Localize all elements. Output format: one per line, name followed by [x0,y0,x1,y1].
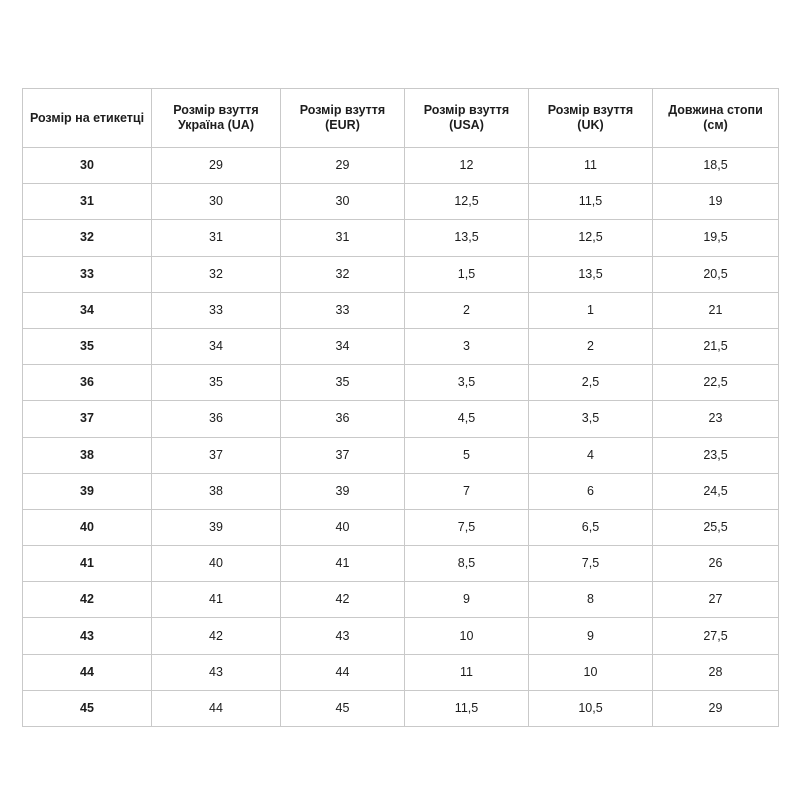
cell-eur-size: 43 [281,618,405,654]
cell-foot-length: 19 [653,184,779,220]
cell-eur-size: 41 [281,546,405,582]
cell-foot-length: 23 [653,401,779,437]
table-row [23,582,779,618]
cell-label-size: 44 [23,654,152,690]
cell-ua-size: 34 [152,328,281,364]
cell-foot-length: 27,5 [653,618,779,654]
cell-ua-size: 44 [152,690,281,726]
column-header-ua-size: Розмір взуття Україна (UA) [152,89,281,148]
table-row [23,220,779,256]
shoe-size-table [22,88,779,727]
cell-foot-length: 20,5 [653,256,779,292]
cell-foot-length: 25,5 [653,509,779,545]
cell-ua-size: 36 [152,401,281,437]
table-row [23,473,779,509]
cell-uk-size: 10 [529,654,653,690]
table-row [23,328,779,364]
cell-usa-size: 3,5 [405,365,529,401]
cell-usa-size: 7 [405,473,529,509]
header-row [23,89,779,148]
column-header-label-size: Розмір на етикетці [23,89,152,148]
table-header [23,89,779,148]
cell-eur-size: 40 [281,509,405,545]
cell-label-size: 36 [23,365,152,401]
table-row [23,690,779,726]
cell-usa-size: 13,5 [405,220,529,256]
cell-eur-size: 35 [281,365,405,401]
table-row [23,546,779,582]
cell-usa-size: 9 [405,582,529,618]
table-row [23,292,779,328]
cell-ua-size: 40 [152,546,281,582]
cell-foot-length: 28 [653,654,779,690]
cell-usa-size: 8,5 [405,546,529,582]
cell-uk-size: 4 [529,437,653,473]
cell-usa-size: 10 [405,618,529,654]
table-row [23,618,779,654]
cell-ua-size: 38 [152,473,281,509]
size-chart-container [22,88,778,727]
cell-foot-length: 23,5 [653,437,779,473]
cell-eur-size: 39 [281,473,405,509]
cell-usa-size: 11,5 [405,690,529,726]
cell-eur-size: 31 [281,220,405,256]
cell-eur-size: 32 [281,256,405,292]
cell-label-size: 32 [23,220,152,256]
column-header-eur-size: Розмір взуття (EUR) [281,89,405,148]
cell-foot-length: 26 [653,546,779,582]
cell-ua-size: 32 [152,256,281,292]
cell-ua-size: 37 [152,437,281,473]
table-row [23,401,779,437]
cell-eur-size: 34 [281,328,405,364]
cell-usa-size: 3 [405,328,529,364]
cell-uk-size: 12,5 [529,220,653,256]
cell-ua-size: 31 [152,220,281,256]
cell-eur-size: 42 [281,582,405,618]
cell-label-size: 35 [23,328,152,364]
column-header-usa-size: Розмір взуття (USA) [405,89,529,148]
cell-foot-length: 21 [653,292,779,328]
cell-label-size: 39 [23,473,152,509]
cell-label-size: 43 [23,618,152,654]
cell-uk-size: 2,5 [529,365,653,401]
table-row [23,148,779,184]
table-row [23,256,779,292]
table-row [23,437,779,473]
cell-usa-size: 11 [405,654,529,690]
cell-ua-size: 39 [152,509,281,545]
cell-foot-length: 29 [653,690,779,726]
cell-usa-size: 2 [405,292,529,328]
cell-uk-size: 6 [529,473,653,509]
cell-eur-size: 37 [281,437,405,473]
cell-eur-size: 30 [281,184,405,220]
cell-uk-size: 10,5 [529,690,653,726]
cell-label-size: 37 [23,401,152,437]
cell-label-size: 40 [23,509,152,545]
cell-usa-size: 1,5 [405,256,529,292]
cell-label-size: 41 [23,546,152,582]
cell-ua-size: 42 [152,618,281,654]
cell-label-size: 45 [23,690,152,726]
cell-usa-size: 12,5 [405,184,529,220]
cell-label-size: 30 [23,148,152,184]
cell-eur-size: 29 [281,148,405,184]
cell-eur-size: 45 [281,690,405,726]
cell-foot-length: 19,5 [653,220,779,256]
cell-uk-size: 8 [529,582,653,618]
cell-usa-size: 5 [405,437,529,473]
cell-uk-size: 7,5 [529,546,653,582]
cell-usa-size: 7,5 [405,509,529,545]
cell-label-size: 38 [23,437,152,473]
cell-label-size: 42 [23,582,152,618]
cell-label-size: 31 [23,184,152,220]
table-row [23,184,779,220]
table-row [23,365,779,401]
cell-foot-length: 27 [653,582,779,618]
cell-uk-size: 6,5 [529,509,653,545]
cell-ua-size: 30 [152,184,281,220]
table-row [23,509,779,545]
cell-ua-size: 41 [152,582,281,618]
cell-uk-size: 2 [529,328,653,364]
cell-uk-size: 1 [529,292,653,328]
cell-ua-size: 35 [152,365,281,401]
cell-usa-size: 12 [405,148,529,184]
cell-eur-size: 33 [281,292,405,328]
cell-uk-size: 11,5 [529,184,653,220]
cell-foot-length: 21,5 [653,328,779,364]
cell-label-size: 34 [23,292,152,328]
cell-uk-size: 3,5 [529,401,653,437]
cell-eur-size: 44 [281,654,405,690]
cell-ua-size: 43 [152,654,281,690]
cell-foot-length: 24,5 [653,473,779,509]
cell-usa-size: 4,5 [405,401,529,437]
cell-ua-size: 29 [152,148,281,184]
table-body [23,148,779,727]
cell-foot-length: 18,5 [653,148,779,184]
cell-uk-size: 9 [529,618,653,654]
table-row [23,654,779,690]
cell-eur-size: 36 [281,401,405,437]
cell-uk-size: 11 [529,148,653,184]
column-header-uk-size: Розмір взуття (UK) [529,89,653,148]
cell-foot-length: 22,5 [653,365,779,401]
cell-uk-size: 13,5 [529,256,653,292]
column-header-foot-length: Довжина стопи (см) [653,89,779,148]
cell-label-size: 33 [23,256,152,292]
cell-ua-size: 33 [152,292,281,328]
